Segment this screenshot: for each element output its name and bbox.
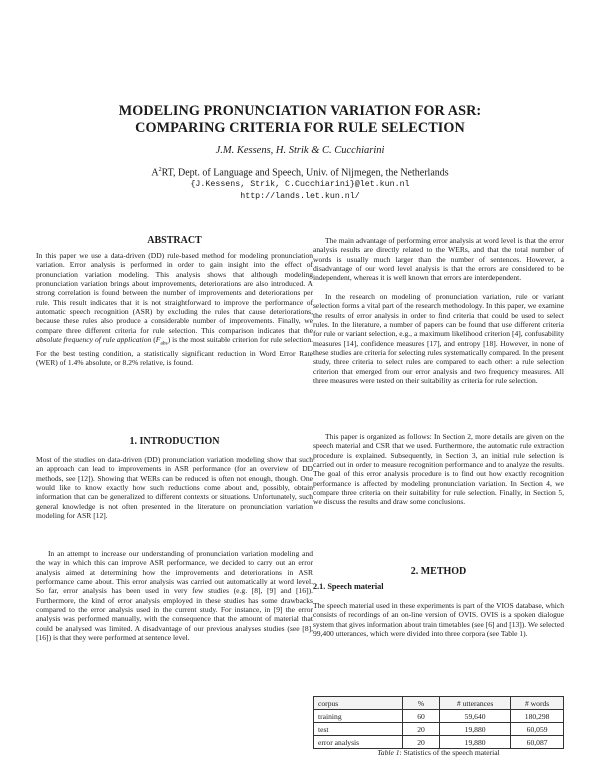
table-row	[314, 710, 564, 723]
table-cell: 60,087	[511, 736, 564, 749]
authors: J.M. Kessens, H. Strik & C. Cucchiarini	[215, 145, 385, 156]
intro-heading: 1. INTRODUCTION	[129, 436, 220, 447]
table-header-cell: corpus	[314, 697, 403, 710]
table-cell: test	[314, 723, 403, 736]
intro-paragraph-1: Most of the studies on data-driven (DD) pronunciation variation modeling show that such an approach can lead to improvements in ASR performance (for an overview of DD methods, see [12]). Showing that WERs can be reduced is often not enough, though. One would like to know exactly how such reductions come about and, possibly, obtain information that can be generalized to different contexts or situations. Unfortunately, such general knowledge is not often presented in the literature on pronunciation variation modeling for ASR [12].	[36, 455, 313, 521]
right-paragraph-3: This paper is organized as follows: In Section 2, more details are given on the speech material and CSR that we used. Furthermore, the automatic rule extraction procedure is explained. Subsequently, in Section 3, an initial rule selection is carried out in order to measure recognition performance and to analyze the results. The goal of this error analysis procedure is to find out how exactly recognition performance is affected by modeling pronunciation variation. In Section 4, we compare three criteria on their suitability for rule selection. Finally, in Section 5, we discuss the results and draw some conclusions.	[313, 432, 564, 507]
table-header-cell: %	[403, 697, 440, 710]
right-paragraph-1: The main advantage of performing error analysis at word level is that the error analysis results are directly related to the WERs, and that the total number of words is usually much larger than the number of sentences. However, a disadvantage of our word level analysis is that the errors are considered to be independent, whereas it is well known that errors are interdependent.	[313, 236, 564, 283]
table-header-row	[314, 697, 564, 710]
affiliation-sup: 2	[158, 167, 162, 173]
table-cell: 60,059	[511, 723, 564, 736]
abstract-text: In this paper we use a data-driven (DD) rule-based method for modeling pronunciation variation. Error analysis is performed in order to gain insight into the effect of pronunciation variation modeling. This analysis shows that although modeling pronunciation variation brings about improvements, deteriorations are also introduced. A strong correlation is found between the number of improvements and deteriorations per rule. This result indicates that it is not straightforward to improve the performance of automatic speech recognition (ASR) by excluding the rules that cause deteriorations, because these rules also produce a considerable number of improvements. Finally, we compare three different criteria for rule selection. This comparison indicates that the absolute frequency of rule application $(F_{abs})$ is the most suitable criterion for rule selection. For the best testing condition, a statistically significant reduction in Word Error Rate (WER) of 1.4% absolute, or 8.2% relative, is found.	[36, 251, 313, 368]
table-cell: 59,640	[440, 710, 511, 723]
intro-paragraph-2: In an attempt to increase our understanding of pronunciation variation modeling and the way in which this can improve ASR performance, we decided to carry out an error analysis aimed at determining how the improvements and deteriorations in ASR performance came about. This error analysis was carried out automatically at word level. So far, error analysis has been used in very few studies (e.g. [8], [9] and [16]). Furthermore, the kind of error analysis employed in these studies has some drawbacks compared to the error analysis used in the current study. For instance, in [9] the error analysis was performed manually, with the consequence that the amount of material that could be analysed was limited. A disadvantage of our previous analyses studies (see [8], [16]) is that they were performed at sentence level.	[36, 549, 313, 643]
left-column	[36, 0, 313, 776]
author-emails: {J.Kessens, Strik, C.Cucchiarini}@let.kun.nl	[190, 180, 410, 189]
table-cell: 60	[403, 710, 440, 723]
table-row	[314, 723, 564, 736]
table-cell: 20	[403, 736, 440, 749]
statistics-table	[313, 696, 564, 749]
table-caption-label: Table 1	[377, 748, 400, 757]
title-line-1: MODELING PRONUNCIATION VARIATION FOR ASR:	[118, 103, 482, 119]
table-cell: 19,880	[440, 736, 511, 749]
table-row	[314, 736, 564, 749]
affiliation-prefix: A	[151, 167, 159, 179]
table-header-cell: # utterances	[440, 697, 511, 710]
table-caption-text: : Statistics of the speech material	[399, 748, 500, 757]
table-cell: training	[314, 710, 403, 723]
method-heading: 2. METHOD	[410, 566, 467, 577]
table-cell: error analysis	[314, 736, 403, 749]
right-column	[313, 0, 564, 776]
table-cell: 20	[403, 723, 440, 736]
table-cell: 19,880	[440, 723, 511, 736]
affiliation-rest: RT, Dept. of Language and Speech, Univ. of Nijmegen, the Netherlands	[161, 167, 449, 179]
lab-url[interactable]: http://lands.let.kun.nl/	[240, 192, 360, 201]
method-paragraph-1: The speech material used in these experiments is part of the VIOS database, which consists of recordings of an on-line version of OVIS. OVIS is a spoken dialogue system that gives information about train timetables (see [6] and [13]). We selected 99,400 utterances, which were divided into three corpora (see Table 1).	[313, 601, 564, 639]
speech-material-subheading: 2.1. Speech material	[313, 582, 384, 591]
table-header-cell: # words	[511, 697, 564, 710]
abstract-heading: ABSTRACT	[147, 235, 202, 246]
table-cell: 180,298	[511, 710, 564, 723]
right-paragraph-2: In the research on modeling of pronunciation variation, rule or variant selection forms a vital part of the research methodology. In this paper, we examine the results of error analysis in order to find criteria that could be used to select rules. In the literature, a number of papers can be found that use different criteria for rule or variant selection, e.g., a maximum likelihood criterion [4], confusability measures [14], confidence measures [17], and entropy [18]. However, in none of these studies are criteria for selecting rules systematically compared. In the present study, three criteria to select rules are compared to each other: a rule selection criterion that emerged from our error analysis and two frequency measures. All three measures were tested on their suitability as criteria for rule selection.	[313, 292, 564, 386]
title-line-2: COMPARING CRITERIA FOR RULE SELECTION	[135, 120, 465, 136]
table-caption	[313, 748, 564, 757]
